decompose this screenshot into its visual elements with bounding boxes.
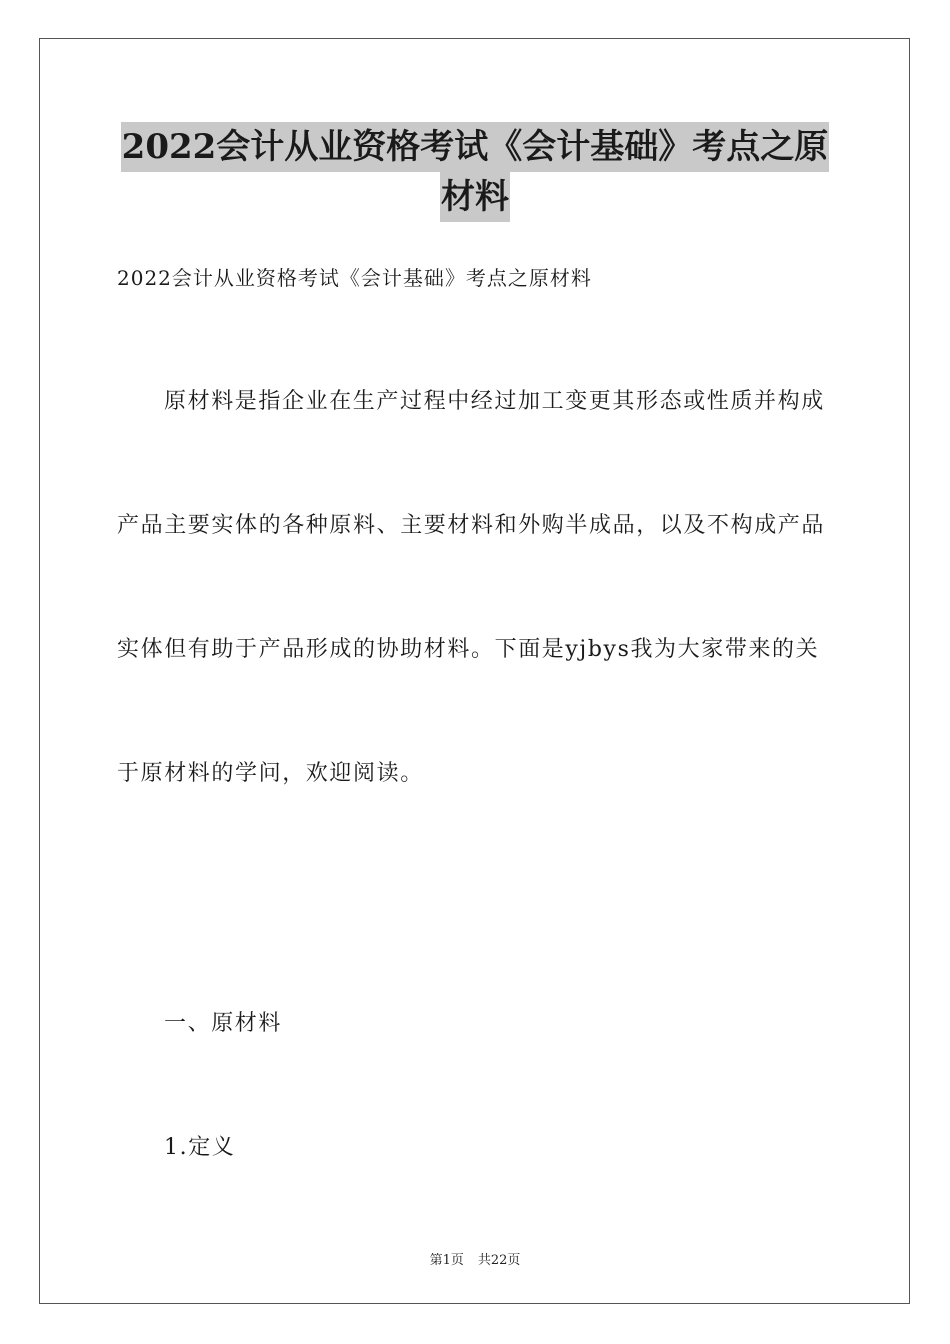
document-subtitle: 2022会计从业资格考试《会计基础》考点之原材料 <box>117 266 592 290</box>
subsection-heading: 1.定义 <box>164 1135 236 1160</box>
title-line-2: 材料 <box>440 172 510 222</box>
page-total: 共22页 <box>477 1253 521 1268</box>
page-border <box>39 38 910 1304</box>
paragraph-line-4: 于原材料的学问，欢迎阅读。 <box>117 761 424 786</box>
paragraph-line-3: 实体但有助于产品形成的协助材料。下面是yjbys我为大家带来的关 <box>117 637 820 662</box>
paragraph-line-1: 原材料是指企业在生产过程中经过加工变更其形态或性质并构成 <box>164 389 825 414</box>
paragraph-line-2: 产品主要实体的各种原料、主要材料和外购半成品，以及不构成产品 <box>117 513 826 538</box>
title-line-1: 2022会计从业资格考试《会计基础》考点之原 <box>121 122 830 172</box>
page-footer <box>0 1249 950 1268</box>
document-title <box>80 122 870 222</box>
page-number: 第1页 <box>429 1253 464 1268</box>
section-heading: 一、原材料 <box>164 1011 283 1036</box>
